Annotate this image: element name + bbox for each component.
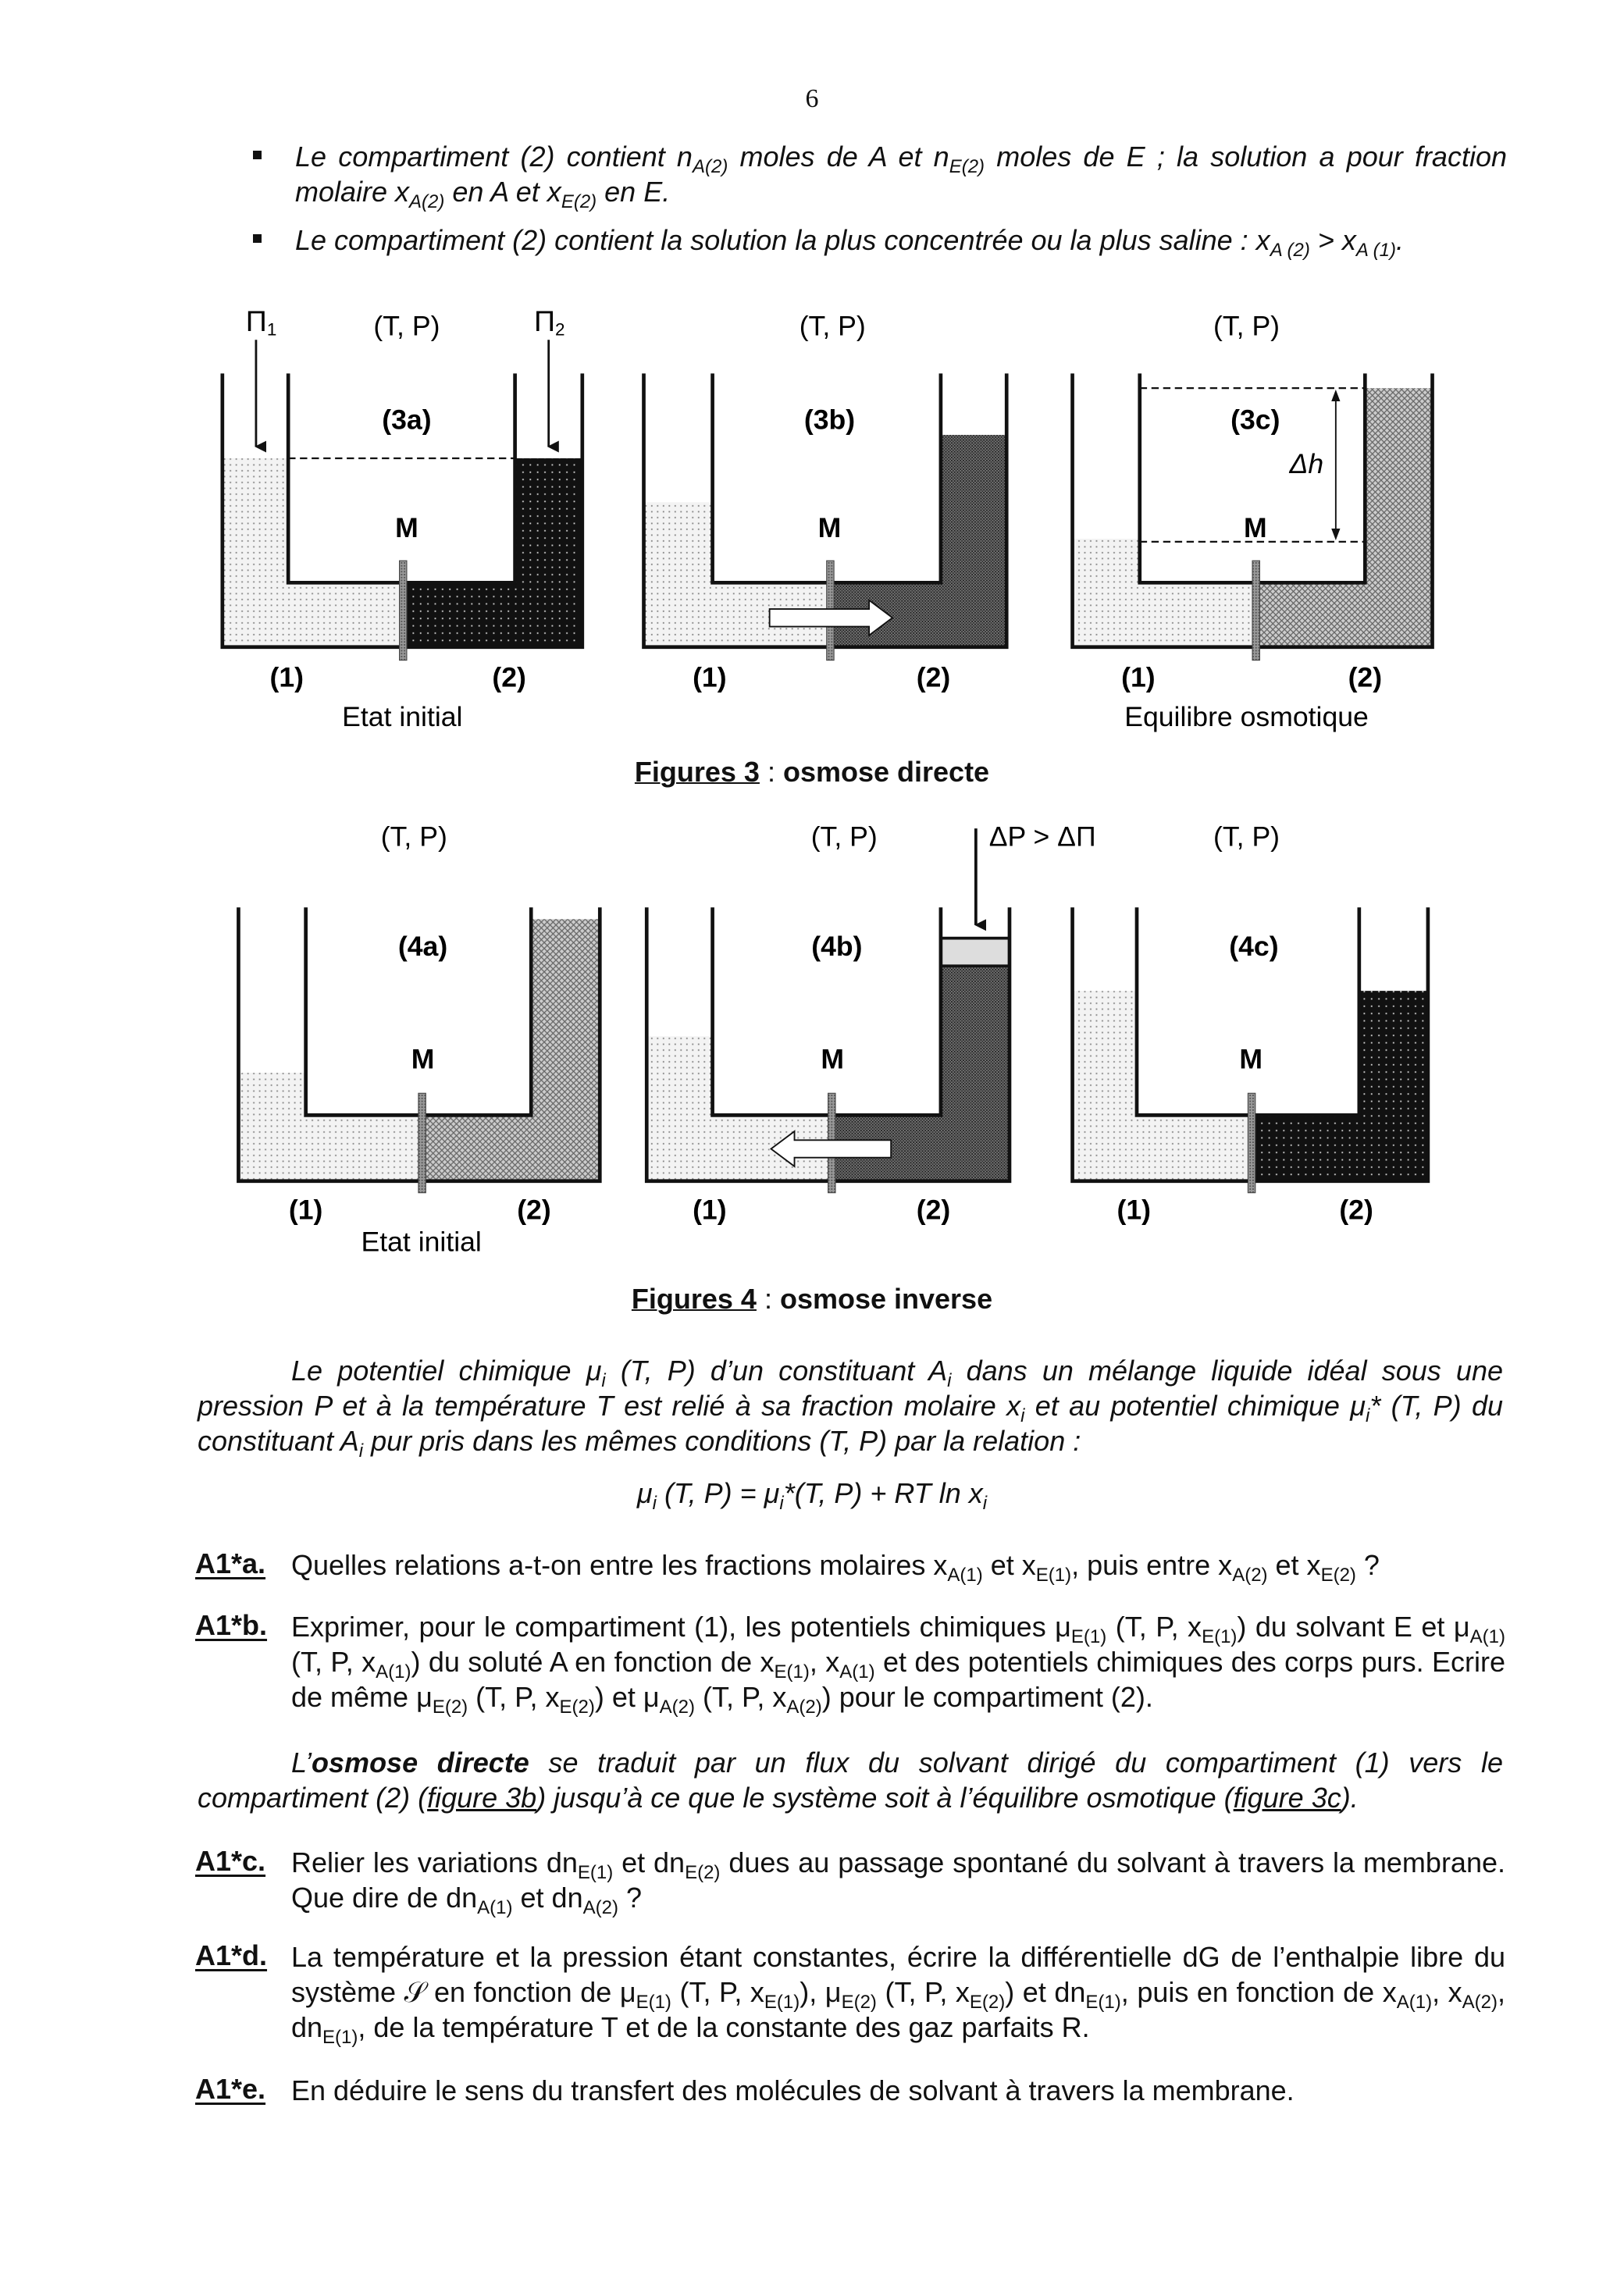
panel-label: (3a) — [382, 404, 432, 436]
figure-4a — [238, 821, 600, 1258]
chemical-potential-equation — [0, 1476, 1624, 1514]
text-run: L’ — [291, 1747, 312, 1779]
membrane — [1248, 1093, 1255, 1192]
subscript: E(1) — [764, 1992, 800, 2013]
subscript: i — [358, 1440, 364, 1462]
text-run: (T, P, x — [876, 1976, 970, 2008]
compartment-2-label: (2) — [492, 661, 526, 693]
subscript: E(1) — [577, 1862, 614, 1883]
compartment-2-label: (2) — [517, 1194, 551, 1226]
question-label: A1*b. — [195, 1609, 268, 1641]
text-run: (T, P) d’un constituant A — [605, 1355, 948, 1387]
subscript: i — [947, 1370, 952, 1391]
text-run: (T, P, x — [694, 1681, 787, 1713]
text-run: moles de A et n — [728, 141, 949, 173]
subscript: i — [982, 1493, 988, 1514]
figure-reference: figure 3b — [427, 1782, 537, 1814]
conditions-label: (T, P) — [380, 821, 447, 853]
subscript: E(2) — [949, 156, 985, 177]
subscript: E(1) — [1085, 1992, 1121, 2013]
text-run: (T, P, x — [671, 1976, 764, 2008]
text-run: et au potentiel chimique μ — [1024, 1390, 1366, 1422]
figure-reference: figure 3c — [1233, 1782, 1341, 1814]
figure-3c — [1073, 311, 1433, 732]
question-label: A1*c. — [195, 1845, 266, 1877]
figure-3-caption — [0, 756, 1624, 789]
caption-label: Figures 3 — [634, 756, 760, 788]
text-run: Le potentiel chimique μ — [291, 1355, 602, 1387]
text-run: et dn — [512, 1882, 583, 1914]
membrane — [1252, 561, 1259, 660]
text-run: (T, P, x — [291, 1646, 376, 1678]
panel-label: (4a) — [397, 931, 448, 963]
figure-3b — [644, 311, 1007, 693]
text-run: dans un mélange liquide idéal sous une pression P et à la température T est relié à sa fraction molaire x — [198, 1355, 1503, 1422]
subscript: E(1) — [1202, 1626, 1238, 1647]
conditions-label: (T, P) — [1213, 310, 1280, 342]
caption-separator: : — [756, 1283, 780, 1315]
question-text — [291, 1609, 1505, 1718]
compartment-1-label: (1) — [1121, 661, 1156, 693]
subscript: A(2) — [409, 191, 445, 212]
text-run: ? — [618, 1882, 642, 1914]
subscript: A(1) — [839, 1661, 875, 1682]
compartment-1-label: (1) — [288, 1194, 323, 1226]
subscript: A(2) — [582, 1897, 618, 1918]
subscript: E(2) — [1320, 1565, 1356, 1586]
caption-text: osmose inverse — [779, 1283, 993, 1315]
subscript: i — [652, 1493, 657, 1514]
subscript: A(2) — [1232, 1565, 1268, 1586]
text-run: et des potentiels chimiques des corps purs. Ecrire de même μ — [291, 1646, 1505, 1713]
subscript: E(1) — [636, 1992, 671, 2013]
subscript: E(2) — [432, 1697, 468, 1718]
text-run: se traduit par un flux du solvant dirigé du compartiment (1) vers le compartiment (2) ( — [198, 1747, 1503, 1814]
subscript: A (2) — [1270, 240, 1310, 261]
membrane-label: M — [817, 512, 842, 544]
state-label: Equilibre osmotique — [1124, 700, 1369, 732]
text-run: > x — [1309, 224, 1356, 256]
text-run: ). — [1341, 1782, 1359, 1814]
piston — [941, 938, 1010, 967]
text-run: , de la température T et de la constante des gaz parfaits R. — [358, 2011, 1090, 2043]
page-number: 6 — [805, 84, 819, 113]
text-run: *(T, P) + RT ln x — [783, 1477, 983, 1509]
subscript: A(2) — [659, 1697, 695, 1718]
membrane — [418, 1093, 426, 1192]
subscript: A(1) — [376, 1661, 411, 1682]
delta-h-label: Δh — [1289, 447, 1324, 479]
text-run: , x — [809, 1646, 840, 1678]
text-run: ) du solvant E et μ — [1237, 1611, 1470, 1643]
text-run: dues au passage spontané du solvant à travers la membrane. Que dire de dn — [291, 1846, 1506, 1914]
question-label: A1*d. — [195, 1939, 268, 1971]
text-run: (T, P, x — [468, 1681, 560, 1713]
figure-4c — [1073, 821, 1428, 1226]
conditions-label: (T, P) — [373, 310, 440, 342]
subscript: A(2) — [692, 156, 728, 177]
compartment-2-label: (2) — [916, 661, 951, 693]
caption-text: osmose directe — [782, 756, 990, 788]
subscript: A(2) — [1462, 1992, 1498, 2013]
membrane-label: M — [1243, 512, 1267, 544]
compartment-1-label: (1) — [693, 661, 727, 693]
conditions-label: (T, P) — [799, 310, 866, 342]
panel-label: (3c) — [1230, 404, 1280, 436]
conditions-label: (T, P) — [810, 821, 878, 853]
subscript: E(2) — [841, 1992, 877, 2013]
text-run: (T, P, x — [1106, 1611, 1202, 1643]
membrane-label: M — [821, 1043, 845, 1075]
text-run: et x — [982, 1549, 1036, 1581]
direct-osmosis-paragraph — [198, 1745, 1503, 1815]
compartment-1-label: (1) — [269, 661, 304, 693]
subscript: E(1) — [774, 1661, 810, 1682]
text-run: , dn — [291, 1976, 1505, 2043]
text-run: (T, P) = μ — [656, 1477, 780, 1509]
conditions-label: (T, P) — [1213, 821, 1280, 853]
subscript: A(1) — [477, 1897, 513, 1918]
subscript: E(2) — [685, 1862, 721, 1883]
membrane-label: M — [411, 1043, 435, 1075]
text-run: pur pris dans les mêmes conditions (T, P) par la relation : — [363, 1425, 1081, 1457]
panel-label: (3b) — [803, 404, 856, 436]
subscript: E(2) — [559, 1697, 595, 1718]
text-run: μ — [636, 1477, 653, 1509]
text-run: , puis entre x — [1071, 1549, 1233, 1581]
subscript: A(2) — [786, 1697, 822, 1718]
state-label: Etat initial — [361, 1226, 482, 1258]
text-run: ) du soluté A en fonction de x — [411, 1646, 775, 1678]
subscript: E(2) — [969, 1992, 1006, 2013]
text-run: moles de E ; la solution a pour fraction molaire x — [295, 141, 1508, 208]
pi-2-label: Π2 — [533, 304, 565, 340]
subscript: A(1) — [947, 1565, 983, 1586]
caption-label: Figures 4 — [631, 1283, 757, 1315]
text-run: Relier les variations dn — [291, 1846, 578, 1878]
text-run: ? — [1355, 1549, 1380, 1581]
subscript: E(1) — [322, 2027, 358, 2048]
text-run: et x — [1267, 1549, 1321, 1581]
membrane — [400, 561, 407, 660]
pressure-label: ΔP > ΔΠ — [988, 821, 1096, 853]
text-run: ) et dn — [1005, 1976, 1086, 2008]
figure-4b — [646, 821, 1095, 1226]
state-label: Etat initial — [342, 700, 463, 732]
subscript: E(2) — [561, 191, 597, 212]
question-text — [291, 1939, 1505, 2048]
subscript: i — [601, 1370, 606, 1391]
text-run: * (T, P) du constituant A — [198, 1390, 1504, 1457]
text-run: Le compartiment (2) contient n — [295, 141, 693, 173]
caption-separator: : — [759, 756, 783, 788]
compartment-2-fluid — [402, 458, 582, 647]
figure-3a — [223, 304, 582, 732]
subscript: i — [779, 1493, 784, 1514]
text-run: en E. — [597, 176, 671, 208]
emphasis: osmose directe — [312, 1747, 529, 1779]
subscript: A(1) — [1469, 1626, 1505, 1647]
text-run: La température et la pression étant constantes, écrire la différentielle dG de l’enthalpie libre du système 𝒮 en fonction de μ — [291, 1941, 1505, 2008]
compartment-2-label: (2) — [1348, 661, 1383, 693]
membrane-label: M — [395, 512, 418, 544]
pi-1-label: Π1 — [245, 304, 277, 340]
panel-label: (4c) — [1229, 931, 1279, 963]
subscript: A (1) — [1355, 240, 1396, 261]
question-text — [291, 1547, 1505, 1586]
subscript: i — [1020, 1405, 1025, 1426]
question-text — [291, 1845, 1506, 1918]
intro-paragraph — [198, 1353, 1504, 1462]
text-run: En déduire le sens du transfert des molécules de solvant à travers la membrane. — [291, 2074, 1295, 2106]
question-text — [291, 2073, 1505, 2108]
text-run: Exprimer, pour le compartiment (1), les potentiels chimiques μ — [291, 1611, 1071, 1643]
compartment-1-label: (1) — [693, 1194, 727, 1226]
subscript: E(1) — [1070, 1626, 1107, 1647]
subscript: i — [1366, 1405, 1370, 1426]
text-run: ) jusqu’à ce que le système soit à l’équilibre osmotique ( — [536, 1782, 1234, 1814]
text-run: en A et x — [444, 176, 561, 208]
text-run: Quelles relations a-t-on entre les fractions molaires x — [291, 1549, 948, 1581]
membrane-label: M — [1239, 1043, 1263, 1075]
text-run: . — [1395, 224, 1404, 256]
compartment-2-label: (2) — [916, 1194, 951, 1226]
figure-4-caption — [0, 1283, 1624, 1316]
subscript: E(1) — [1035, 1565, 1072, 1586]
text-run: ), μ — [800, 1976, 842, 2008]
text-run: Le compartiment (2) contient la solution la plus concentrée ou la plus saline : x — [295, 224, 1270, 256]
question-label: A1*a. — [195, 1547, 266, 1579]
text-run: , puis en fonction de x — [1120, 1976, 1397, 2008]
question-label: A1*e. — [195, 2073, 266, 2105]
text-run: , x — [1432, 1976, 1462, 2008]
compartment-2-label: (2) — [1339, 1194, 1373, 1226]
compartment-1-label: (1) — [1116, 1194, 1152, 1226]
text-run: ) pour le compartiment (2). — [821, 1681, 1153, 1713]
panel-label: (4b) — [811, 931, 863, 963]
subscript: A(1) — [1396, 1992, 1433, 2013]
text-run: et dn — [613, 1846, 686, 1878]
text-run: ) et μ — [594, 1681, 660, 1713]
compartment-1-fluid — [223, 458, 402, 647]
